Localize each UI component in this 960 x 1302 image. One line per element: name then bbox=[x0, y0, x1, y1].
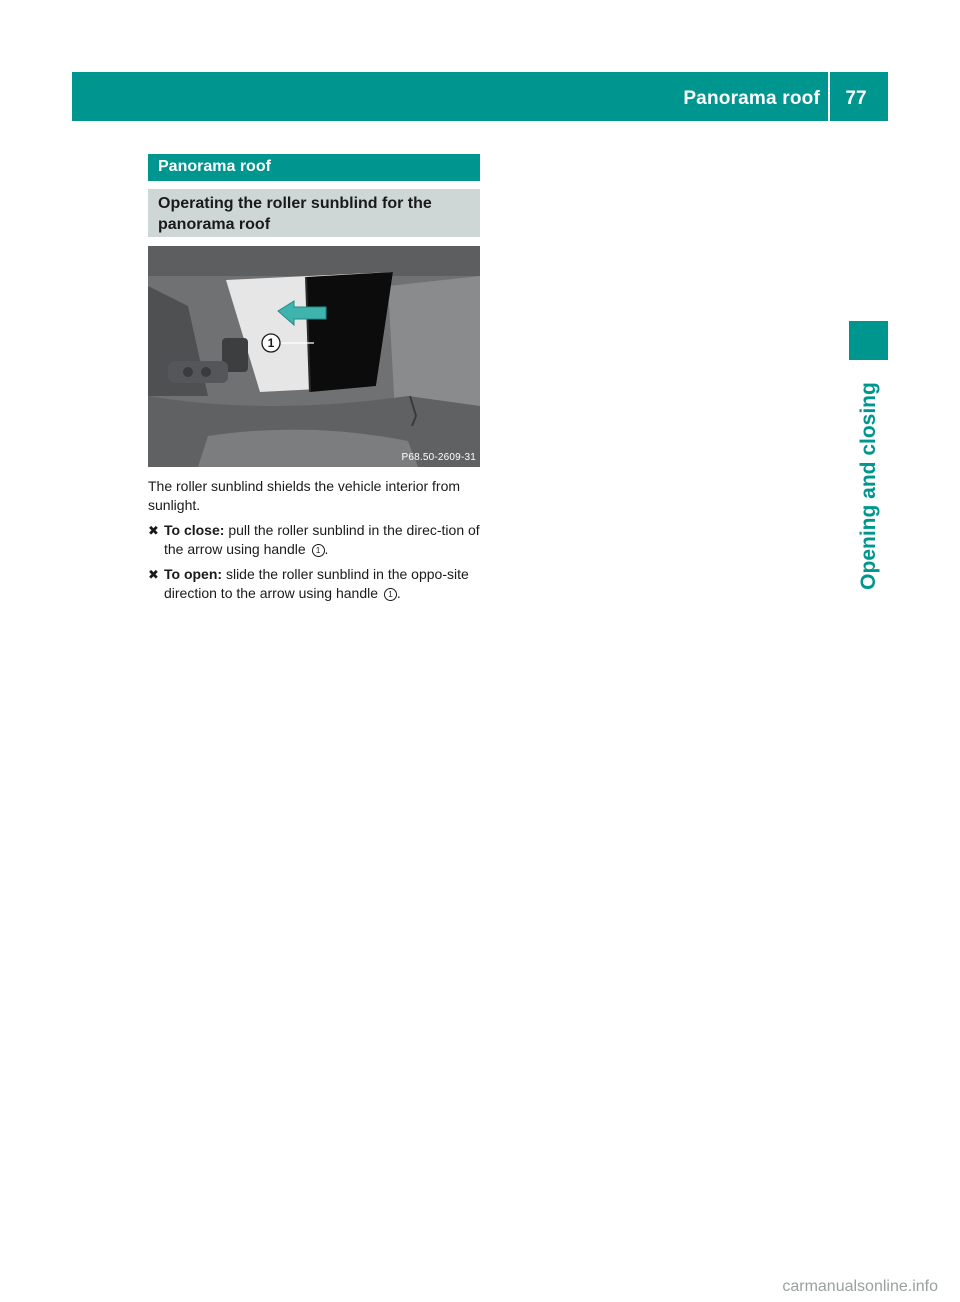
step-end: . bbox=[324, 541, 329, 557]
step-text: slide the roller sunblind in the oppo-site direction to the arrow using handle bbox=[164, 566, 469, 601]
step-arrow-icon: ✖ bbox=[148, 567, 159, 582]
page-number: 77 bbox=[845, 88, 867, 109]
reference-number: 1 bbox=[384, 588, 397, 601]
section-heading: Panorama roof bbox=[148, 154, 480, 181]
subsection-heading: Operating the roller sunblind for the panorama roof bbox=[148, 189, 480, 237]
page-header bbox=[72, 72, 888, 121]
chapter-tab-label: Opening and closing bbox=[856, 382, 880, 590]
step-arrow-icon: ✖ bbox=[148, 523, 159, 538]
figure-code: P68.50-2609-31 bbox=[401, 452, 476, 463]
header-title: Panorama roof bbox=[683, 88, 820, 109]
chapter-tab-marker bbox=[849, 321, 888, 360]
intro-paragraph: The roller sunblind shields the vehicle interior from sunlight. bbox=[148, 478, 461, 513]
roof-illustration bbox=[148, 246, 480, 467]
step-end: . bbox=[396, 585, 401, 601]
step-open bbox=[148, 565, 480, 603]
body-text bbox=[148, 477, 480, 603]
header-divider bbox=[828, 72, 830, 121]
chapter-tab bbox=[849, 370, 888, 602]
step-close bbox=[148, 521, 480, 559]
step-text: pull the roller sunblind in the direc-tion of the arrow using handle bbox=[164, 522, 480, 557]
roof-illustration-drawing bbox=[148, 246, 480, 467]
step-label: To close: bbox=[164, 522, 225, 538]
step-label: To open: bbox=[164, 566, 223, 582]
watermark: carmanualsonline.info bbox=[782, 1278, 938, 1295]
reference-number: 1 bbox=[312, 544, 325, 557]
callout-number: 1 bbox=[267, 336, 275, 350]
